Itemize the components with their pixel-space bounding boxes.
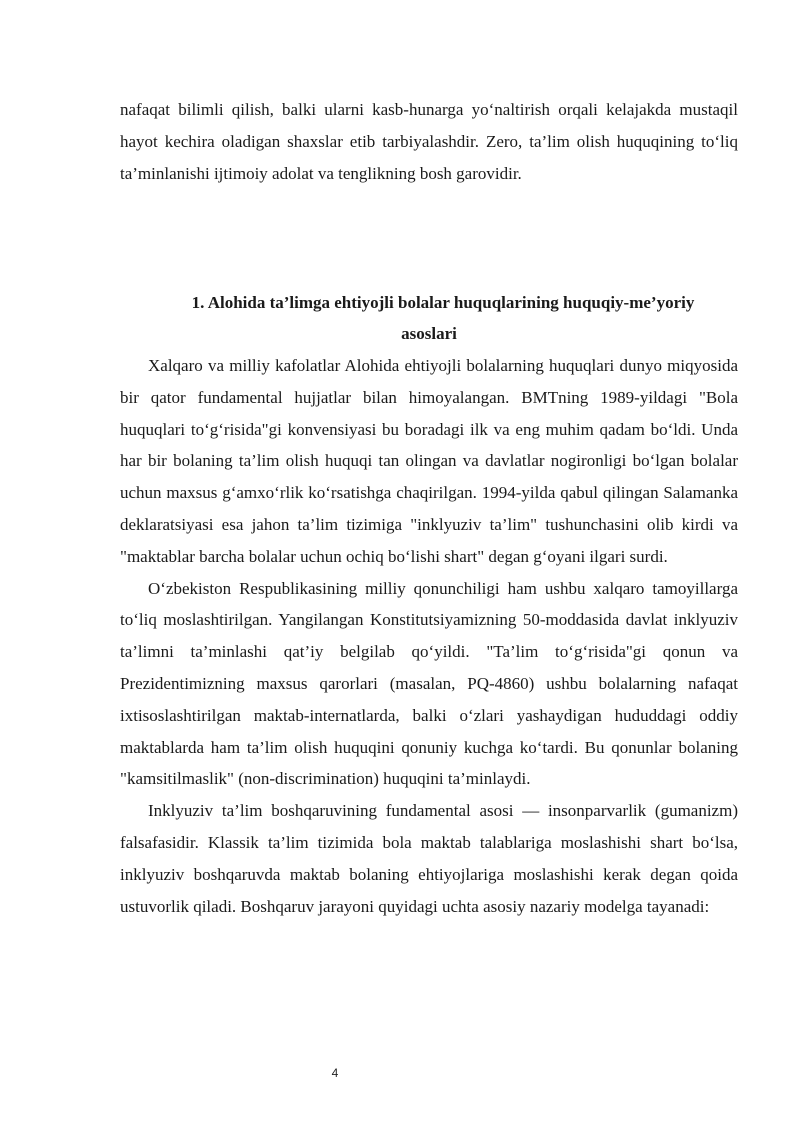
section-heading [120,287,738,349]
section-body [120,350,738,922]
intro-paragraph: nafaqat bilimli qilish, balki ularni kasb-hunarga yo‘naltirish orqali kelajakda mustaqil hayot kechira oladigan shaxslar etib tarbiyalashdir. Zero, ta’lim olish huquqining to‘liq ta’minlanishi ijtimoiy adolat va tenglikning bosh garovidir. [120,100,738,183]
body-paragraph-national-law: O‘zbekiston Respublikasining milliy qonunchiligi ham ushbu xalqaro tamoyillarga to‘liq moslashtirilgan. Yangilangan Konstitutsiyamizning 50-moddasida davlat inklyuziv ta’limni ta’minlashi qat’iy belgilab qo‘yildi. "Ta’lim to‘g‘risida"gi qonun va Prezidentimizning maxsus qarorlari (masalan, PQ-4860) ushbu bolalarning nafaqat ixtisoslashtirilgan maktab-internatlarda, balki o‘zlari yashaydigan hududdagi oddiy maktablarda ham ta’lim olish huquqini qonuniy kuchga ko‘tardi. Bu qonunlar bolaning "kamsitilmaslik" (non-discrimination) huquqini ta’minlaydi. [120,578,738,789]
body-paragraph-international: Xalqaro va milliy kafolatlar Alohida ehtiyojli bolalarning huquqlari dunyo miqyosida bir qator fundamental hujjatlar bilan himoyalangan. BMTning 1989-yildagi "Bola huquqlari to‘g‘risida"gi konvensiyasi bu boradagi ilk va eng muhim qadam bo‘ldi. Unda har bir bolaning ta’lim olish huquqi tan olingan va davlatlar nogironligi bo‘lgan bolalar uchun maxsus g‘amxo‘rlik ko‘rsatishga chaqirilgan. 1994-yilda qabul qilingan Salamanka deklaratsiyasi esa jahon ta’lim tizimiga "inklyuziv ta’lim" tushunchasini olib kirdi va "maktablar barcha bolalar uchun ochiq bo‘lishi shart" degan g‘oyani ilgari surdi. [120,356,738,566]
page-number: 4 [331,1066,339,1080]
section-heading-line-1: 1. Alohida ta’limga ehtiyojli bolalar huquqlarining huquqiy-me’yoriy [191,293,695,312]
body-paragraph-inclusive-governance: Inklyuziv ta’lim boshqaruvining fundamental asosi — insonparvarlik (gumanizm) falsafasidir. Klassik ta’lim tizimida bola maktab talablariga moslashishi shart bo‘lsa, inklyuziv boshqaruvda maktab bolaning ehtiyojlariga moslashishi kerak degan qoida ustuvorlik qiladi. Boshqaruv jarayoni quyidagi uchta asosiy nazariy modelga tayanadi: [120,801,738,916]
section-heading-line-2: asoslari [401,324,457,343]
intro-text-block [120,94,738,189]
